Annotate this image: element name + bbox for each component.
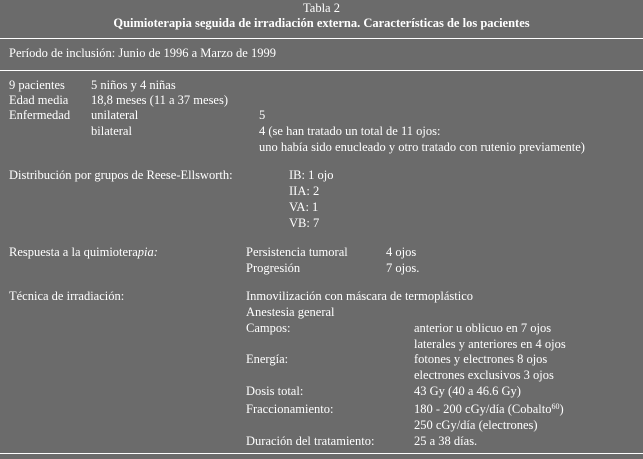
- dose-label: Dosis total:: [246, 384, 304, 398]
- bilateral-label: bilateral: [91, 124, 132, 138]
- anesthesia: Anestesia general: [246, 305, 335, 319]
- fractionation-end: ): [559, 402, 564, 416]
- duration-value: 25 a 38 días.: [414, 434, 478, 448]
- unilateral-value: 5: [259, 108, 266, 122]
- table-title: Quimioterapia seguida de irradiación externa. Características de los pacientes: [113, 16, 530, 30]
- reese-group: VB: 7: [289, 216, 320, 230]
- fractionation-value-2: 250 cGy/día (electrones): [414, 418, 538, 432]
- response-row-value: 4 ojos: [386, 245, 417, 259]
- fields-label: Campos:: [246, 321, 291, 335]
- age-label: Edad media: [9, 93, 69, 107]
- response-row-label: Persistencia tumoral: [246, 245, 348, 259]
- response-label: [9, 245, 158, 261]
- cobalt-superscript: 60: [551, 402, 560, 411]
- reese-group: IB: 1 ojo: [289, 168, 334, 182]
- bilateral-value-1: 4 (se han tratado un total de 11 ojos:: [259, 124, 441, 138]
- disease-label: Enfermedad: [9, 108, 71, 122]
- fractionation-main: 180 - 200 cGy/día (Cobalto: [414, 402, 552, 416]
- reese-label: Distribución por grupos de Reese-Ellsworth:: [9, 168, 233, 182]
- fields-value-2: laterales y anteriores en 4 ojos: [414, 337, 566, 351]
- fractionation-value-1: [414, 402, 564, 418]
- bottom-rule: [0, 453, 643, 454]
- technique-label: Técnica de irradiación:: [9, 289, 125, 303]
- duration-label: Duración del tratamiento:: [246, 434, 375, 448]
- patients-count-value: 5 niños y 4 niñas: [91, 78, 176, 92]
- patients-count-label: 9 pacientes: [9, 78, 65, 92]
- energy-value-2: electrones exclusivos 3 ojos: [414, 368, 554, 382]
- bilateral-value-2: uno había sido enucleado y otro tratado con rutenio previamente): [259, 140, 585, 154]
- dose-value: 43 Gy (40 a 46.6 Gy): [414, 384, 521, 398]
- period-rule: [0, 70, 643, 71]
- response-label-prefix: Respuesta a la quimiotera: [9, 245, 138, 259]
- reese-group: IIA: 2: [289, 184, 320, 198]
- immobilization: Inmovilización con máscara de termoplástico: [246, 289, 473, 303]
- inclusion-period: Período de inclusión: Junio de 1996 a Marzo de 1999: [9, 46, 276, 60]
- energy-value-1: fotones y electrones 8 ojos: [414, 352, 548, 366]
- response-row-value: 7 ojos.: [386, 261, 420, 275]
- unilateral-label: unilateral: [91, 108, 139, 122]
- response-label-italic: pia:: [137, 245, 158, 259]
- energy-label: Energía:: [246, 352, 289, 366]
- age-value: 18,8 meses (11 a 37 meses): [91, 93, 229, 107]
- table-caption: Tabla 2: [303, 1, 340, 15]
- response-row-label: Progresión: [246, 261, 301, 275]
- fields-value-1: anterior u oblicuo en 7 ojos: [414, 321, 552, 335]
- top-rule: [0, 38, 643, 39]
- fractionation-label: Fraccionamiento:: [246, 402, 334, 416]
- reese-group: VA: 1: [289, 200, 319, 214]
